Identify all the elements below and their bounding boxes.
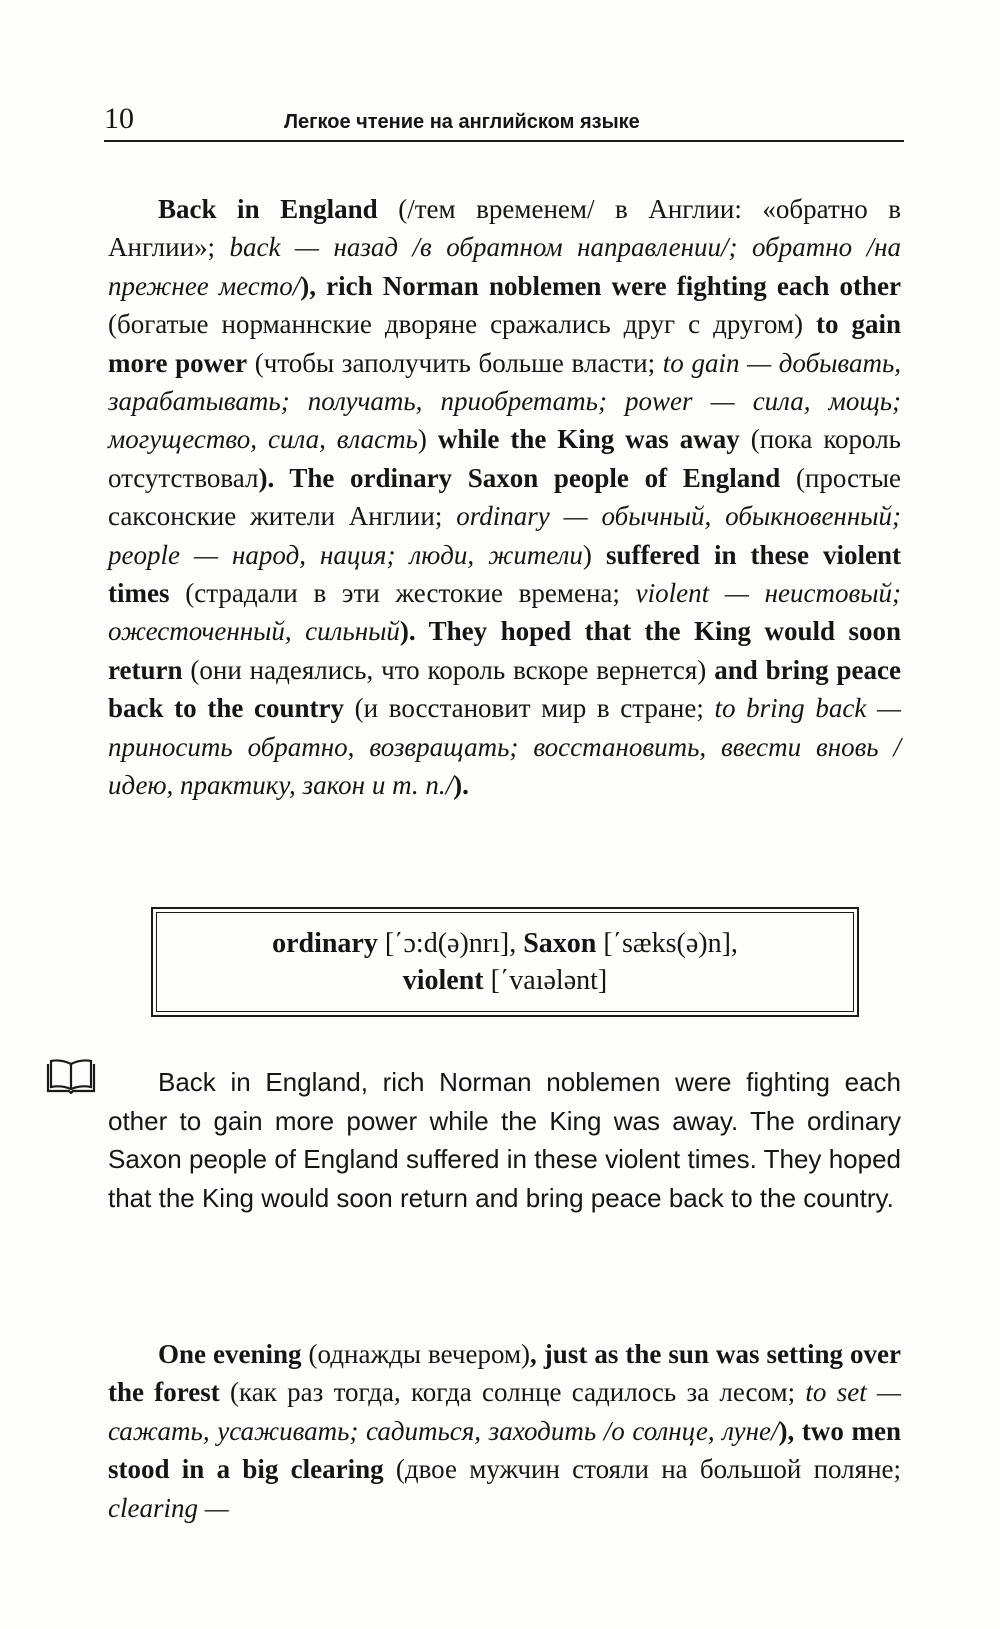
punctuation: ) xyxy=(582,539,606,570)
translation: (двое мужчин стояли на большой поляне; xyxy=(383,1454,901,1485)
english-phrase: , just as the sun was setting over the forest xyxy=(108,1339,901,1408)
english-phrase: ). They hoped that the King would soon return xyxy=(108,616,902,685)
english-phrase: ). The ordinary Saxon people of England xyxy=(258,462,781,493)
transcription: [΄vaıələnt] xyxy=(483,965,608,996)
english-phrase: One evening xyxy=(158,1339,302,1369)
translation: (чтобы заполучить больше власти; xyxy=(247,347,663,378)
page-header xyxy=(104,100,904,142)
transcription: [΄sæks(ə)n], xyxy=(596,928,738,959)
english-phrase: to gain more power xyxy=(108,309,902,378)
vocabulary-note: to set — сажать, усаживать; садиться, заходить /о солнце, луне/ xyxy=(108,1377,901,1446)
punctuation: ) xyxy=(417,424,438,455)
english-phrase: ), two men stood in a big clearing xyxy=(108,1415,901,1485)
paragraph-one-evening xyxy=(108,1335,901,1527)
punctuation: ), xyxy=(300,270,327,301)
reading-text: Back in England, rich Norman noblemen were fighting each other to gain more power while the King was away. The ordinary Saxon people of England suffered in these violent times. They hoped that the King would soon return and bring peace back to the country. xyxy=(108,1067,901,1213)
vocabulary-note: to bring back — приносить обратно, возвращать; восстановить, ввести вновь /идею, практику, закон и т. п./ xyxy=(108,693,901,801)
pronunciation-word: ordinary xyxy=(272,928,378,959)
translation: (они надеялись, что король вскоре вернется) xyxy=(182,654,715,685)
english-phrase: and bring peace back to the country xyxy=(108,654,901,724)
translation: (как раз тогда, когда солнце садилось за лесом; xyxy=(219,1377,806,1408)
translation: (пока король отсутствовал xyxy=(108,424,901,493)
translation: (однажды вечером) xyxy=(301,1339,531,1369)
english-phrase: Back in England xyxy=(158,194,378,224)
pronunciation-content xyxy=(272,925,738,999)
vocabulary-note: to gain — добывать, зарабатывать; получать, приобретать; power — сила, мощь; могущество, сила, власть xyxy=(108,347,901,455)
page-number: 10 xyxy=(104,102,134,135)
open-book-icon xyxy=(45,1058,97,1094)
vocabulary-note: ordinary — обычный, обыкновенный; people — народ, нация; люди, жители xyxy=(108,501,901,570)
pronunciation-word: violent xyxy=(402,965,484,996)
punctuation: ). xyxy=(453,770,469,801)
vocabulary-note: clearing — xyxy=(108,1492,229,1523)
translation: (/тем временем/ в Англии: «обратно в Англии»; xyxy=(108,194,901,263)
english-phrase: suffered in these violent times xyxy=(108,539,901,609)
english-phrase: while the King was away xyxy=(437,424,740,455)
paragraph-back-in-england xyxy=(108,190,901,805)
translation: (страдали в эти жестокие времена; xyxy=(169,578,636,609)
running-title: Легкое чтение на английском языке xyxy=(284,111,640,133)
transcription: [΄ɔ:d(ə)nrı], xyxy=(377,928,524,959)
vocabulary-note: violent — неистовый; ожесточенный, сильный xyxy=(108,578,901,647)
pronunciation-box xyxy=(151,907,859,1017)
pronunciation-word: Saxon xyxy=(523,928,597,959)
vocabulary-note: back — назад /в обратном направлении/; обратно /на прежнее место/ xyxy=(108,232,901,301)
translation: (простые саксонские жители Англии; xyxy=(108,462,901,532)
translation: (богатые норманнские дворяне сражались друг с другом) xyxy=(108,309,816,340)
english-phrase: rich Norman noblemen were fighting each other xyxy=(326,270,901,301)
translation: (и восстановит мир в стране; xyxy=(343,693,715,724)
